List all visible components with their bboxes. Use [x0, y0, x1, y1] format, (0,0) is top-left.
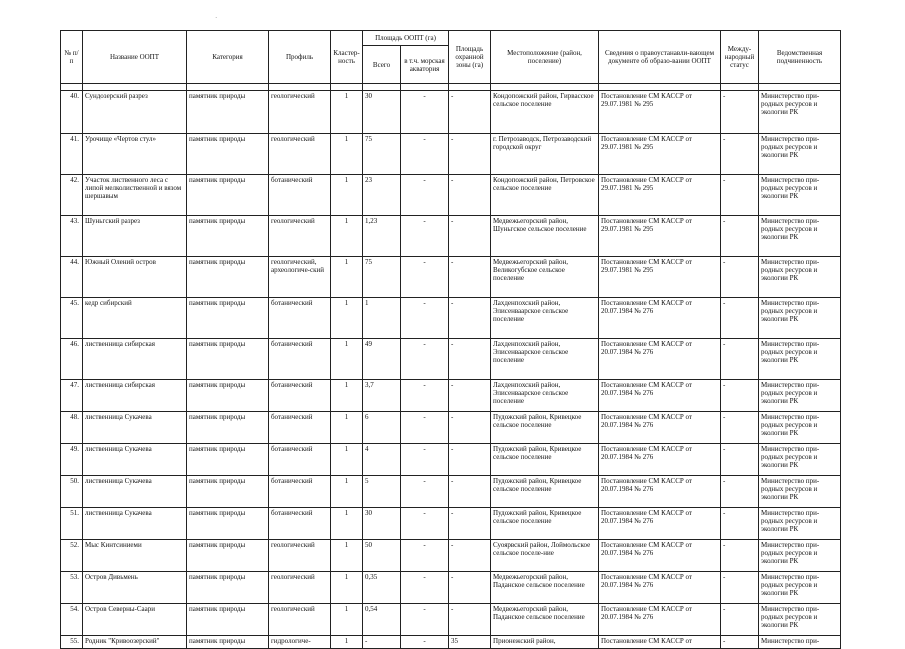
row-location: Пудожский район, Кривецкое сельское поселение — [491, 412, 599, 444]
row-category: памятник природы — [187, 540, 269, 572]
row-name: лиственница Сукачева — [83, 508, 187, 540]
row-profile: геологический — [269, 604, 331, 636]
header-num: № п/п — [61, 31, 83, 84]
header-category: Категория — [187, 31, 269, 84]
table-row — [61, 444, 841, 476]
header-location: Местоположение (район, поселение) — [491, 31, 599, 84]
row-cluster: 1 — [331, 604, 363, 636]
row-sea: - — [401, 380, 449, 412]
row-intl: - — [721, 216, 759, 257]
row-buffer: - — [449, 91, 491, 134]
row-document: Постановление СМ КАССР от 29.07.1981 № 295 — [599, 91, 721, 134]
row-sea: - — [401, 636, 449, 649]
row-sea: - — [401, 444, 449, 476]
row-cluster: 1 — [331, 175, 363, 216]
row-cluster: 1 — [331, 412, 363, 444]
row-profile: ботанический — [269, 380, 331, 412]
row-cluster: 1 — [331, 572, 363, 604]
row-location: Кондопожский район, Петровское сельское поселение — [491, 175, 599, 216]
row-dept: Министерство при-родных ресурсов и экологии РК — [759, 134, 841, 175]
header-area-total: Всего — [363, 46, 401, 84]
row-cluster: 1 — [331, 216, 363, 257]
row-sea: - — [401, 604, 449, 636]
row-profile: ботанический — [269, 412, 331, 444]
row-area: 1,23 — [363, 216, 401, 257]
document-page — [60, 30, 841, 649]
row-category: памятник природы — [187, 508, 269, 540]
header-area-sea: в т.ч. морская акватория — [401, 46, 449, 84]
table-row — [61, 91, 841, 134]
row-num: 55. — [61, 636, 83, 649]
row-dept: Министерство при-родных ресурсов и экологии РК — [759, 339, 841, 380]
row-dept: Министерство при-родных ресурсов и экологии РК — [759, 91, 841, 134]
row-category: памятник природы — [187, 476, 269, 508]
row-cluster: 1 — [331, 339, 363, 380]
row-profile: геологический — [269, 572, 331, 604]
row-document: Постановление СМ КАССР от 29.07.1981 № 295 — [599, 175, 721, 216]
row-num: 46. — [61, 339, 83, 380]
row-num: 48. — [61, 412, 83, 444]
header-name: Название ООПТ — [83, 31, 187, 84]
row-document: Постановление СМ КАССР от 29.07.1981 № 295 — [599, 134, 721, 175]
header-dept: Ведомственная подчиненность — [759, 31, 841, 84]
row-location: Пудожский район, Кривецкое сельское поселение — [491, 476, 599, 508]
row-category: памятник природы — [187, 380, 269, 412]
row-name: лиственница сибирская — [83, 339, 187, 380]
row-location: Медвежьегорский район, Паданское сельское поселение — [491, 604, 599, 636]
row-intl: - — [721, 508, 759, 540]
row-intl: - — [721, 134, 759, 175]
row-intl: - — [721, 636, 759, 649]
row-buffer: - — [449, 257, 491, 298]
row-name: лиственница Сукачева — [83, 444, 187, 476]
row-document: Постановление СМ КАССР от 20.07.1984 № 276 — [599, 298, 721, 339]
row-document: Постановление СМ КАССР от 20.07.1984 № 276 — [599, 476, 721, 508]
row-dept: Министерство при-родных ресурсов и экологии РК — [759, 257, 841, 298]
row-document: Постановление СМ КАССР от 20.07.1984 № 276 — [599, 508, 721, 540]
row-area: 75 — [363, 257, 401, 298]
table-row — [61, 216, 841, 257]
row-document: Постановление СМ КАССР от 20.07.1984 № 276 — [599, 339, 721, 380]
row-location: Прионежский район, — [491, 636, 599, 649]
row-profile: геологический — [269, 134, 331, 175]
row-intl: - — [721, 476, 759, 508]
row-category: памятник природы — [187, 604, 269, 636]
row-sea: - — [401, 91, 449, 134]
row-sea: - — [401, 216, 449, 257]
row-profile: ботанический — [269, 339, 331, 380]
row-sea: - — [401, 134, 449, 175]
row-location: Медвежьегорский район, Шуньгское сельское поселение — [491, 216, 599, 257]
row-cluster: 1 — [331, 134, 363, 175]
row-location: Лахденпохский район, Элисенваарское сельское поселение — [491, 380, 599, 412]
row-category: памятник природы — [187, 444, 269, 476]
row-profile: ботанический — [269, 444, 331, 476]
row-cluster: 1 — [331, 636, 363, 649]
row-category: памятник природы — [187, 216, 269, 257]
row-intl: - — [721, 604, 759, 636]
row-intl: - — [721, 91, 759, 134]
row-profile: ботанический — [269, 508, 331, 540]
row-intl: - — [721, 175, 759, 216]
row-profile: ботанический — [269, 175, 331, 216]
row-intl: - — [721, 257, 759, 298]
header-intl: Между-народный статус — [721, 31, 759, 84]
row-area: 50 — [363, 540, 401, 572]
row-name: лиственница Сукачева — [83, 412, 187, 444]
row-buffer: - — [449, 298, 491, 339]
row-name: лиственница сибирская — [83, 380, 187, 412]
table-row — [61, 412, 841, 444]
row-buffer: - — [449, 175, 491, 216]
row-dept: Министерство при-родных ресурсов и экологии РК — [759, 444, 841, 476]
table-row — [61, 604, 841, 636]
row-cluster: 1 — [331, 380, 363, 412]
row-buffer: - — [449, 444, 491, 476]
row-name: Урочище «Чертов стул» — [83, 134, 187, 175]
row-buffer: - — [449, 476, 491, 508]
row-area: 0,35 — [363, 572, 401, 604]
row-cluster: 1 — [331, 257, 363, 298]
row-category: памятник природы — [187, 636, 269, 649]
row-dept: Министерство при- — [759, 636, 841, 649]
row-location: г. Петрозаводск, Петрозаводский городской округ — [491, 134, 599, 175]
row-sea: - — [401, 175, 449, 216]
row-buffer: - — [449, 339, 491, 380]
oopt-table — [60, 30, 841, 649]
row-document: Постановление СМ КАССР от 20.07.1984 № 276 — [599, 604, 721, 636]
row-sea: - — [401, 257, 449, 298]
row-profile: геологический — [269, 216, 331, 257]
row-num: 49. — [61, 444, 83, 476]
row-area: 0,54 — [363, 604, 401, 636]
row-buffer: - — [449, 508, 491, 540]
row-dept: Министерство при-родных ресурсов и экологии РК — [759, 540, 841, 572]
row-area: - — [363, 636, 401, 649]
row-area: 6 — [363, 412, 401, 444]
row-buffer: 35 — [449, 636, 491, 649]
table-row — [61, 339, 841, 380]
row-name: Участок лиственного леса с липой мелколиственной и вязом шершавым — [83, 175, 187, 216]
row-num: 45. — [61, 298, 83, 339]
row-name: кедр сибирский — [83, 298, 187, 339]
table-row — [61, 508, 841, 540]
row-category: памятник природы — [187, 257, 269, 298]
row-category: памятник природы — [187, 134, 269, 175]
row-intl: - — [721, 339, 759, 380]
row-intl: - — [721, 444, 759, 476]
row-document: Постановление СМ КАССР от 20.07.1984 № 276 — [599, 572, 721, 604]
row-intl: - — [721, 572, 759, 604]
header-document: Сведения о правоустанавли-вающем документе об образо-вании ООПТ — [599, 31, 721, 84]
row-area: 49 — [363, 339, 401, 380]
row-location: Суоярвский район, Лоймольское сельское поселе-ние — [491, 540, 599, 572]
row-name: лиственница Сукачева — [83, 476, 187, 508]
header-area-group: Площадь ООПТ (га) — [363, 31, 449, 46]
row-dept: Министерство при-родных ресурсов и экологии РК — [759, 476, 841, 508]
table-row — [61, 540, 841, 572]
table-row — [61, 257, 841, 298]
row-profile: гидрологиче- — [269, 636, 331, 649]
row-cluster: 1 — [331, 508, 363, 540]
row-dept: Министерство при-родных ресурсов и экологии РК — [759, 508, 841, 540]
row-name: Шуньгский разрез — [83, 216, 187, 257]
row-num: 40. — [61, 91, 83, 134]
table-row — [61, 572, 841, 604]
row-buffer: - — [449, 572, 491, 604]
row-name: Сундозерский разрез — [83, 91, 187, 134]
row-profile: геологический, археологиче-ский — [269, 257, 331, 298]
row-profile: ботанический — [269, 298, 331, 339]
row-dept: Министерство при-родных ресурсов и экологии РК — [759, 412, 841, 444]
row-document: Постановление СМ КАССР от 20.07.1984 № 276 — [599, 380, 721, 412]
row-num: 42. — [61, 175, 83, 216]
row-num: 43. — [61, 216, 83, 257]
row-name: Родник "Кривоозерский" — [83, 636, 187, 649]
row-area: 75 — [363, 134, 401, 175]
row-category: памятник природы — [187, 572, 269, 604]
row-category: памятник природы — [187, 412, 269, 444]
header-profile: Профиль — [269, 31, 331, 84]
row-dept: Министерство при-родных ресурсов и экологии РК — [759, 604, 841, 636]
row-num: 47. — [61, 380, 83, 412]
row-cluster: 1 — [331, 91, 363, 134]
row-cluster: 1 — [331, 298, 363, 339]
row-buffer: - — [449, 604, 491, 636]
row-category: памятник природы — [187, 339, 269, 380]
row-buffer: - — [449, 134, 491, 175]
row-location: Кондопожский район, Гирвасское сельское поселение — [491, 91, 599, 134]
row-category: памятник природы — [187, 91, 269, 134]
row-document: Постановление СМ КАССР от — [599, 636, 721, 649]
row-location: Лахденпохский район, Элисенваарское сельское поселение — [491, 298, 599, 339]
row-buffer: - — [449, 540, 491, 572]
row-document: Постановление СМ КАССР от 20.07.1984 № 276 — [599, 444, 721, 476]
row-sea: - — [401, 339, 449, 380]
header-cluster: Кластер-ность — [331, 31, 363, 84]
row-dept: Министерство при-родных ресурсов и экологии РК — [759, 380, 841, 412]
row-cluster: 1 — [331, 540, 363, 572]
row-cluster: 1 — [331, 476, 363, 508]
row-category: памятник природы — [187, 298, 269, 339]
row-location: Медвежьегорский район, Великогубское сельское поселение — [491, 257, 599, 298]
row-area: 1 — [363, 298, 401, 339]
header-buffer: Площадь охранной зоны (га) — [449, 31, 491, 84]
top-dot-mark: · — [215, 14, 218, 22]
row-sea: - — [401, 476, 449, 508]
row-num: 51. — [61, 508, 83, 540]
row-sea: - — [401, 298, 449, 339]
row-area: 4 — [363, 444, 401, 476]
row-sea: - — [401, 540, 449, 572]
row-sea: - — [401, 508, 449, 540]
row-dept: Министерство при-родных ресурсов и экологии РК — [759, 216, 841, 257]
row-num: 53. — [61, 572, 83, 604]
row-category: памятник природы — [187, 175, 269, 216]
row-intl: - — [721, 540, 759, 572]
row-cluster: 1 — [331, 444, 363, 476]
row-num: 44. — [61, 257, 83, 298]
row-area: 23 — [363, 175, 401, 216]
row-name: Остров Северны-Сaари — [83, 604, 187, 636]
row-dept: Министерство при-родных ресурсов и экологии РК — [759, 298, 841, 339]
row-sea: - — [401, 572, 449, 604]
row-num: 52. — [61, 540, 83, 572]
row-intl: - — [721, 380, 759, 412]
row-buffer: - — [449, 216, 491, 257]
row-name: Южный Олений остров — [83, 257, 187, 298]
row-document: Постановление СМ КАССР от 20.07.1984 № 276 — [599, 540, 721, 572]
row-sea: - — [401, 412, 449, 444]
table-row — [61, 298, 841, 339]
row-area: 30 — [363, 91, 401, 134]
table-row — [61, 134, 841, 175]
row-area: 5 — [363, 476, 401, 508]
row-document: Постановление СМ КАССР от 29.07.1981 № 295 — [599, 216, 721, 257]
row-area: 30 — [363, 508, 401, 540]
table-row — [61, 175, 841, 216]
row-intl: - — [721, 298, 759, 339]
table-row — [61, 636, 841, 649]
table-row — [61, 476, 841, 508]
row-document: Постановление СМ КАССР от 20.07.1984 № 276 — [599, 412, 721, 444]
spacer-row — [61, 84, 841, 91]
row-num: 54. — [61, 604, 83, 636]
row-dept: Министерство при-родных ресурсов и экологии РК — [759, 175, 841, 216]
table-row — [61, 380, 841, 412]
row-dept: Министерство при-родных ресурсов и экологии РК — [759, 572, 841, 604]
row-location: Лахденпохский район, Элисенваарское сельское поселение — [491, 339, 599, 380]
row-location: Пудожский район, Кривецкое сельское поселение — [491, 444, 599, 476]
row-name: Остров Дивьмень — [83, 572, 187, 604]
row-profile: геологический — [269, 91, 331, 134]
row-document: Постановление СМ КАССР от 29.07.1981 № 295 — [599, 257, 721, 298]
table-header-row — [61, 31, 841, 46]
row-buffer: - — [449, 412, 491, 444]
row-location: Медвежьегорский район, Паданское сельское поселение — [491, 572, 599, 604]
row-intl: - — [721, 412, 759, 444]
row-profile: геологический — [269, 540, 331, 572]
row-area: 3,7 — [363, 380, 401, 412]
row-location: Пудожский район, Кривецкое сельское поселение — [491, 508, 599, 540]
row-profile: ботанический — [269, 476, 331, 508]
row-num: 41. — [61, 134, 83, 175]
row-buffer: - — [449, 380, 491, 412]
row-name: Мыс Кинтсиниеми — [83, 540, 187, 572]
row-num: 50. — [61, 476, 83, 508]
